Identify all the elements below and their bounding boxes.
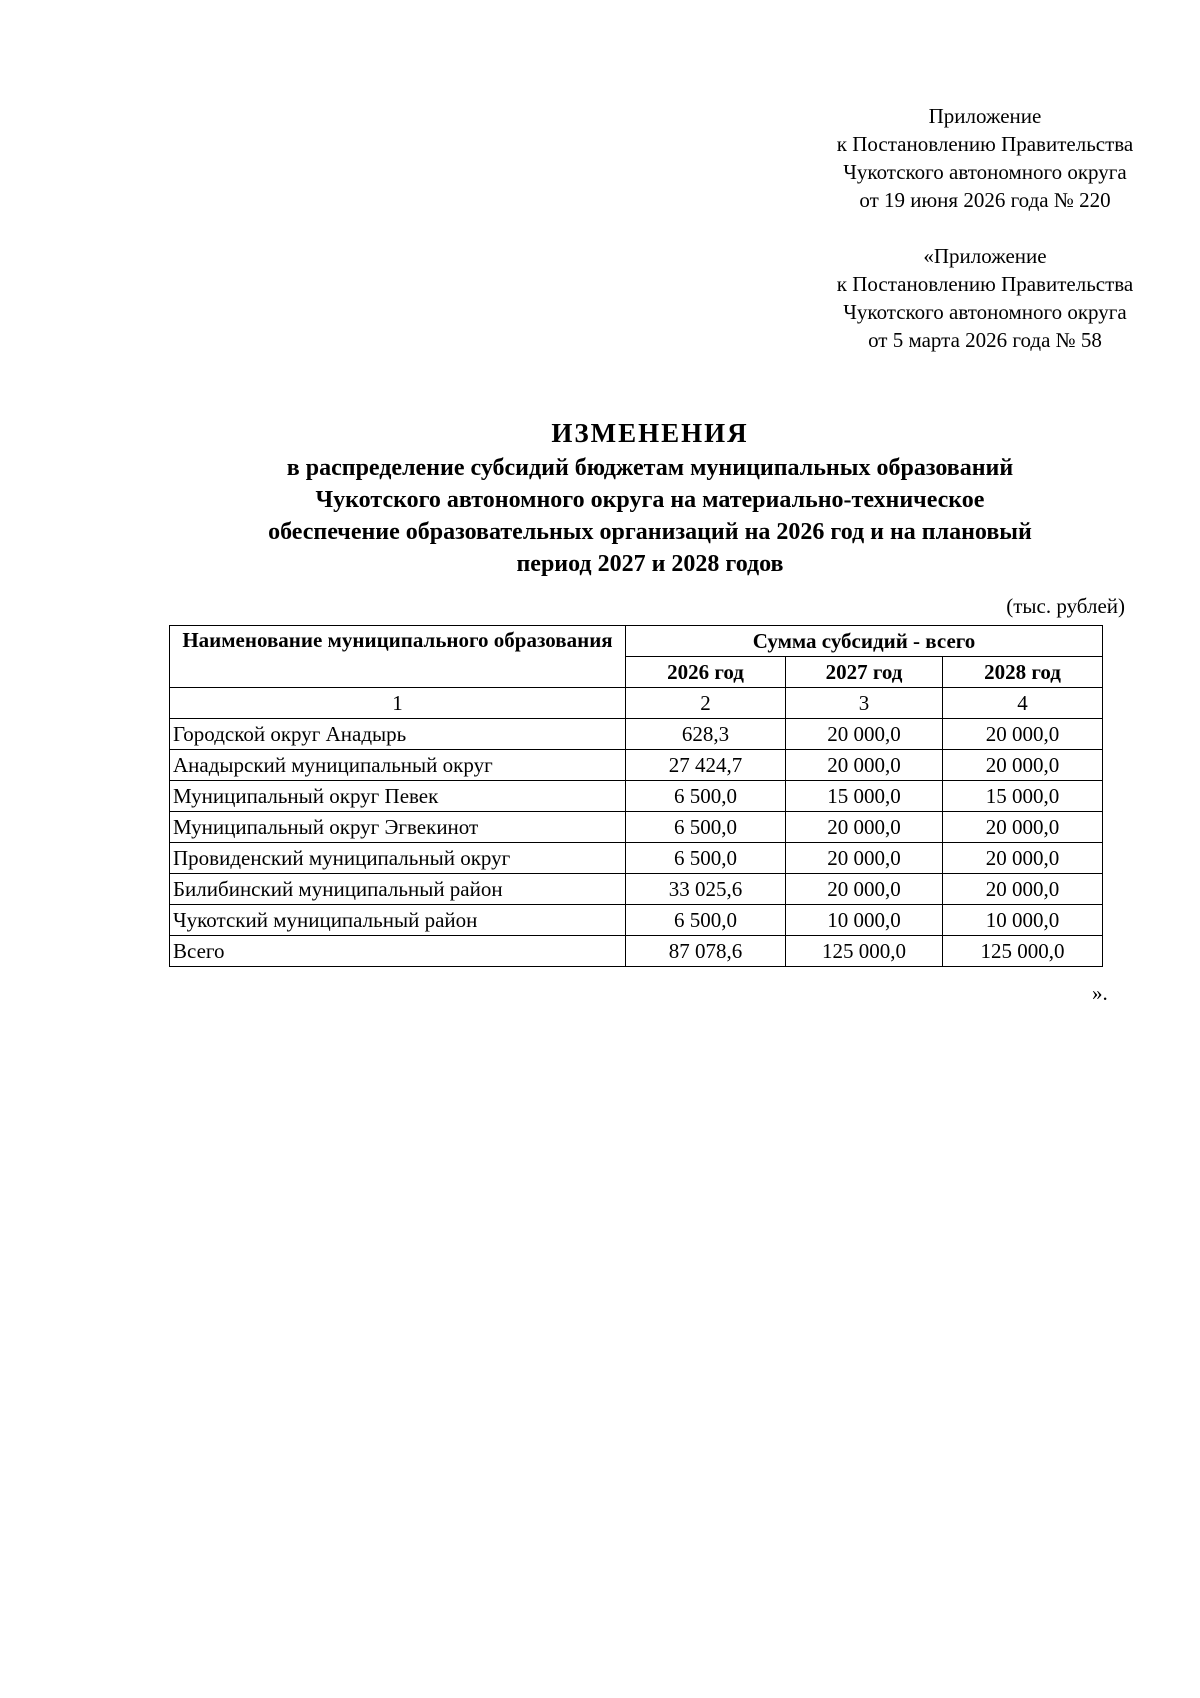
table-row bbox=[170, 812, 1103, 843]
amount-2028: 20 000,0 bbox=[943, 719, 1103, 750]
column-header-total: Сумма субсидий - всего bbox=[626, 626, 1103, 657]
amount-2027: 10 000,0 bbox=[786, 905, 943, 936]
table-row bbox=[170, 874, 1103, 905]
amount-2027: 15 000,0 bbox=[786, 781, 943, 812]
amount-2026: 6 500,0 bbox=[626, 905, 786, 936]
total-2026: 87 078,6 bbox=[626, 936, 786, 967]
amount-2028: 20 000,0 bbox=[943, 874, 1103, 905]
amount-2028: 20 000,0 bbox=[943, 812, 1103, 843]
appendix-line: Чукотского автономного округа bbox=[843, 300, 1127, 324]
amount-2026: 628,3 bbox=[626, 719, 786, 750]
amount-2026: 6 500,0 bbox=[626, 781, 786, 812]
amount-2028: 20 000,0 bbox=[943, 843, 1103, 874]
total-2028: 125 000,0 bbox=[943, 936, 1103, 967]
appendix-header-amended bbox=[770, 242, 1200, 354]
column-number: 1 bbox=[170, 688, 626, 719]
municipality-name: Анадырский муниципальный округ bbox=[170, 750, 626, 781]
subtitle-line: Чукотского автономного округа на материально-техническое bbox=[315, 487, 985, 513]
municipality-name: Муниципальный округ Эгвекинот bbox=[170, 812, 626, 843]
column-number: 2 bbox=[626, 688, 786, 719]
amount-2026: 27 424,7 bbox=[626, 750, 786, 781]
amount-2027: 20 000,0 bbox=[786, 750, 943, 781]
appendix-line: к Постановлению Правительства bbox=[836, 272, 1134, 296]
units-label: (тыс. рублей) bbox=[1006, 594, 1125, 618]
column-numbers-row bbox=[170, 688, 1103, 719]
amount-2027: 20 000,0 bbox=[786, 812, 943, 843]
column-header-2027: 2027 год bbox=[786, 657, 943, 688]
table-row bbox=[170, 843, 1103, 874]
table-row bbox=[170, 905, 1103, 936]
column-header-2026: 2026 год bbox=[626, 657, 786, 688]
amount-2027: 20 000,0 bbox=[786, 719, 943, 750]
total-label: Всего bbox=[170, 936, 626, 967]
table-header-row bbox=[170, 626, 1103, 657]
amount-2028: 20 000,0 bbox=[943, 750, 1103, 781]
document-title: ИЗМЕНЕНИЯ bbox=[551, 418, 749, 448]
subtitle-line: период 2027 и 2028 годов bbox=[516, 551, 784, 577]
appendix-line: Приложение bbox=[928, 104, 1042, 128]
appendix-line: от 19 июня 2026 года № 220 bbox=[859, 188, 1111, 212]
appendix-line: Чукотского автономного округа bbox=[843, 160, 1127, 184]
subtitle-line: обеспечение образовательных организаций на 2026 год и на плановый bbox=[268, 519, 1032, 545]
municipality-name: Чукотский муниципальный район bbox=[170, 905, 626, 936]
column-number: 4 bbox=[943, 688, 1103, 719]
column-number: 3 bbox=[786, 688, 943, 719]
column-header-2028: 2028 год bbox=[943, 657, 1103, 688]
amount-2026: 33 025,6 bbox=[626, 874, 786, 905]
subtitle-line: в распределение субсидий бюджетам муниципальных образований bbox=[286, 455, 1014, 481]
amount-2027: 20 000,0 bbox=[786, 874, 943, 905]
closing-quote-mark: ». bbox=[1092, 981, 1108, 1005]
total-2027: 125 000,0 bbox=[786, 936, 943, 967]
table-total-row bbox=[170, 936, 1103, 967]
appendix-line: к Постановлению Правительства bbox=[836, 132, 1134, 156]
amount-2026: 6 500,0 bbox=[626, 812, 786, 843]
amount-2028: 10 000,0 bbox=[943, 905, 1103, 936]
appendix-header-current bbox=[770, 102, 1200, 214]
document-subtitle bbox=[100, 452, 1200, 580]
amount-2028: 15 000,0 bbox=[943, 781, 1103, 812]
amount-2027: 20 000,0 bbox=[786, 843, 943, 874]
amount-2026: 6 500,0 bbox=[626, 843, 786, 874]
municipality-name: Городской округ Анадырь bbox=[170, 719, 626, 750]
subsidy-table bbox=[169, 625, 1103, 967]
municipality-name: Провиденский муниципальный округ bbox=[170, 843, 626, 874]
appendix-line: от 5 марта 2026 года № 58 bbox=[868, 328, 1102, 352]
table-row bbox=[170, 719, 1103, 750]
table-row bbox=[170, 750, 1103, 781]
table-row bbox=[170, 781, 1103, 812]
appendix-line: «Приложение bbox=[923, 244, 1047, 268]
municipality-name: Муниципальный округ Певек bbox=[170, 781, 626, 812]
column-header-municipality: Наименование муниципального образования bbox=[170, 626, 626, 688]
municipality-name: Билибинский муниципальный район bbox=[170, 874, 626, 905]
